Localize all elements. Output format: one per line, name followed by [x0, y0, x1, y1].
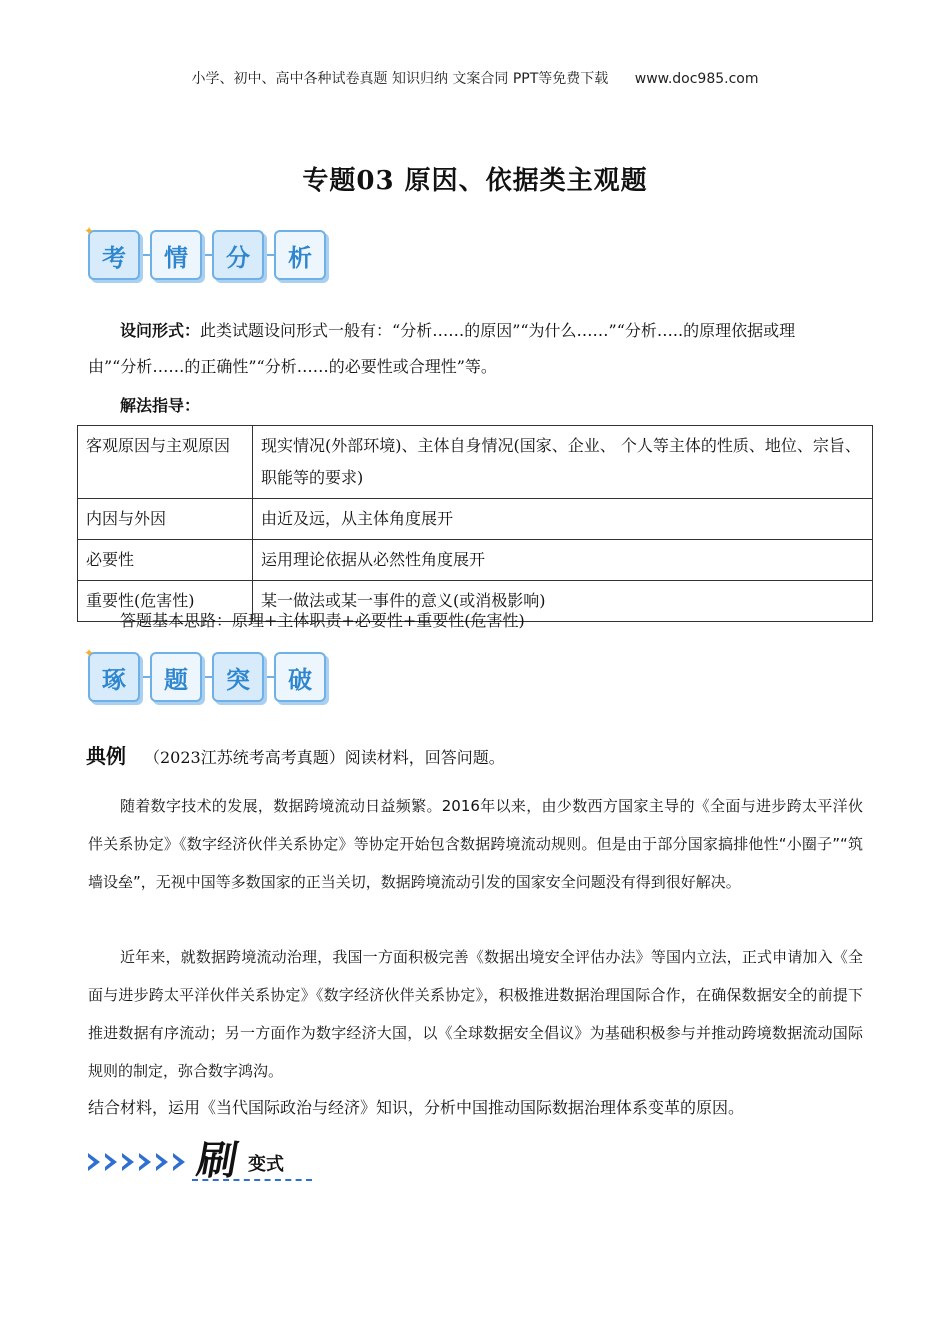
badge-char: ✦ 琢: [88, 652, 140, 702]
page-header: [0, 68, 950, 88]
header-site-link[interactable]: www.doc985.com: [634, 71, 759, 87]
badge-char: 情: [150, 230, 202, 280]
badge-connector: [202, 254, 212, 256]
question-form-line2: 由”“分析……的正确性”“分析……的必要性或合理性”等。: [88, 357, 497, 376]
sparkle-icon: ✦: [84, 224, 95, 238]
table-cell-key: 重要性(危害性): [78, 581, 253, 622]
badge-char: ✦ 考: [88, 230, 140, 280]
dashed-underline: [192, 1179, 312, 1181]
table-row: [78, 540, 873, 581]
question-form-label: 设问形式：: [120, 321, 201, 340]
badge-connector: [264, 254, 274, 256]
arrow-chevrons-icon: [88, 1153, 190, 1171]
section-badge-breakthrough: [84, 646, 326, 702]
question-form-line1: 此类试题设问形式一般有：“分析……的原因”“为什么……”“分析…..的原理依据或理: [200, 321, 796, 340]
variant-banner: [88, 1135, 328, 1185]
example-heading: [86, 740, 505, 769]
badge-char: 破: [274, 652, 326, 702]
badge-connector: [264, 676, 274, 678]
method-guide-table: [77, 425, 873, 622]
table-row: [78, 426, 873, 499]
table-cell-value: 由近及远，从主体角度展开: [253, 499, 873, 540]
badge-char: 析: [274, 230, 326, 280]
method-guide-label: 解法指导：: [120, 396, 201, 415]
badge-connector: [140, 676, 150, 678]
table-cell-value: 运用理论依据从必然性角度展开: [253, 540, 873, 581]
table-cell-key: 必要性: [78, 540, 253, 581]
variant-label: 变式: [248, 1154, 284, 1175]
example-source: （2023江苏统考高考真题）阅读材料，回答问题。: [144, 748, 505, 767]
section-badge-analysis: [84, 224, 326, 280]
brush-char: 刷: [193, 1137, 242, 1184]
table-cell-value: 现实情况(外部环境)、主体自身情况(国家、企业、 个人等主体的性质、地位、宗旨、职能等的要求): [253, 426, 873, 499]
badge-char: 突: [212, 652, 264, 702]
table-cell-value: 某一做法或某一事件的意义(或消极影响): [253, 581, 873, 622]
material-paragraph-2: 近年来，就数据跨境流动治理，我国一方面积极完善《数据出境安全评估办法》等国内立法，正式申请加入《全面与进步跨太平洋伙伴关系协定》《数字经济伙伴关系协定》，积极推进数据治理国际合作，在确保数据安全的前提下推进数据有序流动；另一方面作为数字经济大国，以《全球数据安全倡议》为基础积极参与并推动跨境数据流动国际规则的制定，弥合数字鸿沟。: [88, 948, 863, 1080]
header-text: 小学、初中、高中各种试卷真题 知识归纳 文案合同 PPT等免费下载: [191, 71, 609, 87]
sparkle-icon: ✦: [84, 646, 95, 660]
basic-idea-line: 答题基本思路：原理+主体职责+必要性+重要性(危害性): [120, 611, 525, 630]
example-tag: 典例: [86, 744, 126, 768]
badge-char: 分: [212, 230, 264, 280]
question-form-paragraph: [88, 313, 868, 385]
table-cell-key: 客观原因与主观原因: [78, 426, 253, 499]
badge-char: 题: [150, 652, 202, 702]
table-row: [78, 499, 873, 540]
badge-connector: [202, 676, 212, 678]
table-cell-key: 内因与外因: [78, 499, 253, 540]
material-paragraph-1: 随着数字技术的发展，数据跨境流动日益频繁。2016年以来，由少数西方国家主导的《全面与进步跨太平洋伙伴关系协定》《数字经济伙伴关系协定》等协定开始包含数据跨境流动规则。但是由于部分国家搞排他性“小圈子”“筑墙设垒”，无视中国等多数国家的正当关切，数据跨境流动引发的国家安全问题没有得到很好解决。: [88, 797, 863, 891]
badge-connector: [140, 254, 150, 256]
page-title: 专题03 原因、依据类主观题: [302, 166, 648, 196]
question-text: 结合材料，运用《当代国际政治与经济》知识，分析中国推动国际数据治理体系变革的原因。: [88, 1098, 745, 1117]
